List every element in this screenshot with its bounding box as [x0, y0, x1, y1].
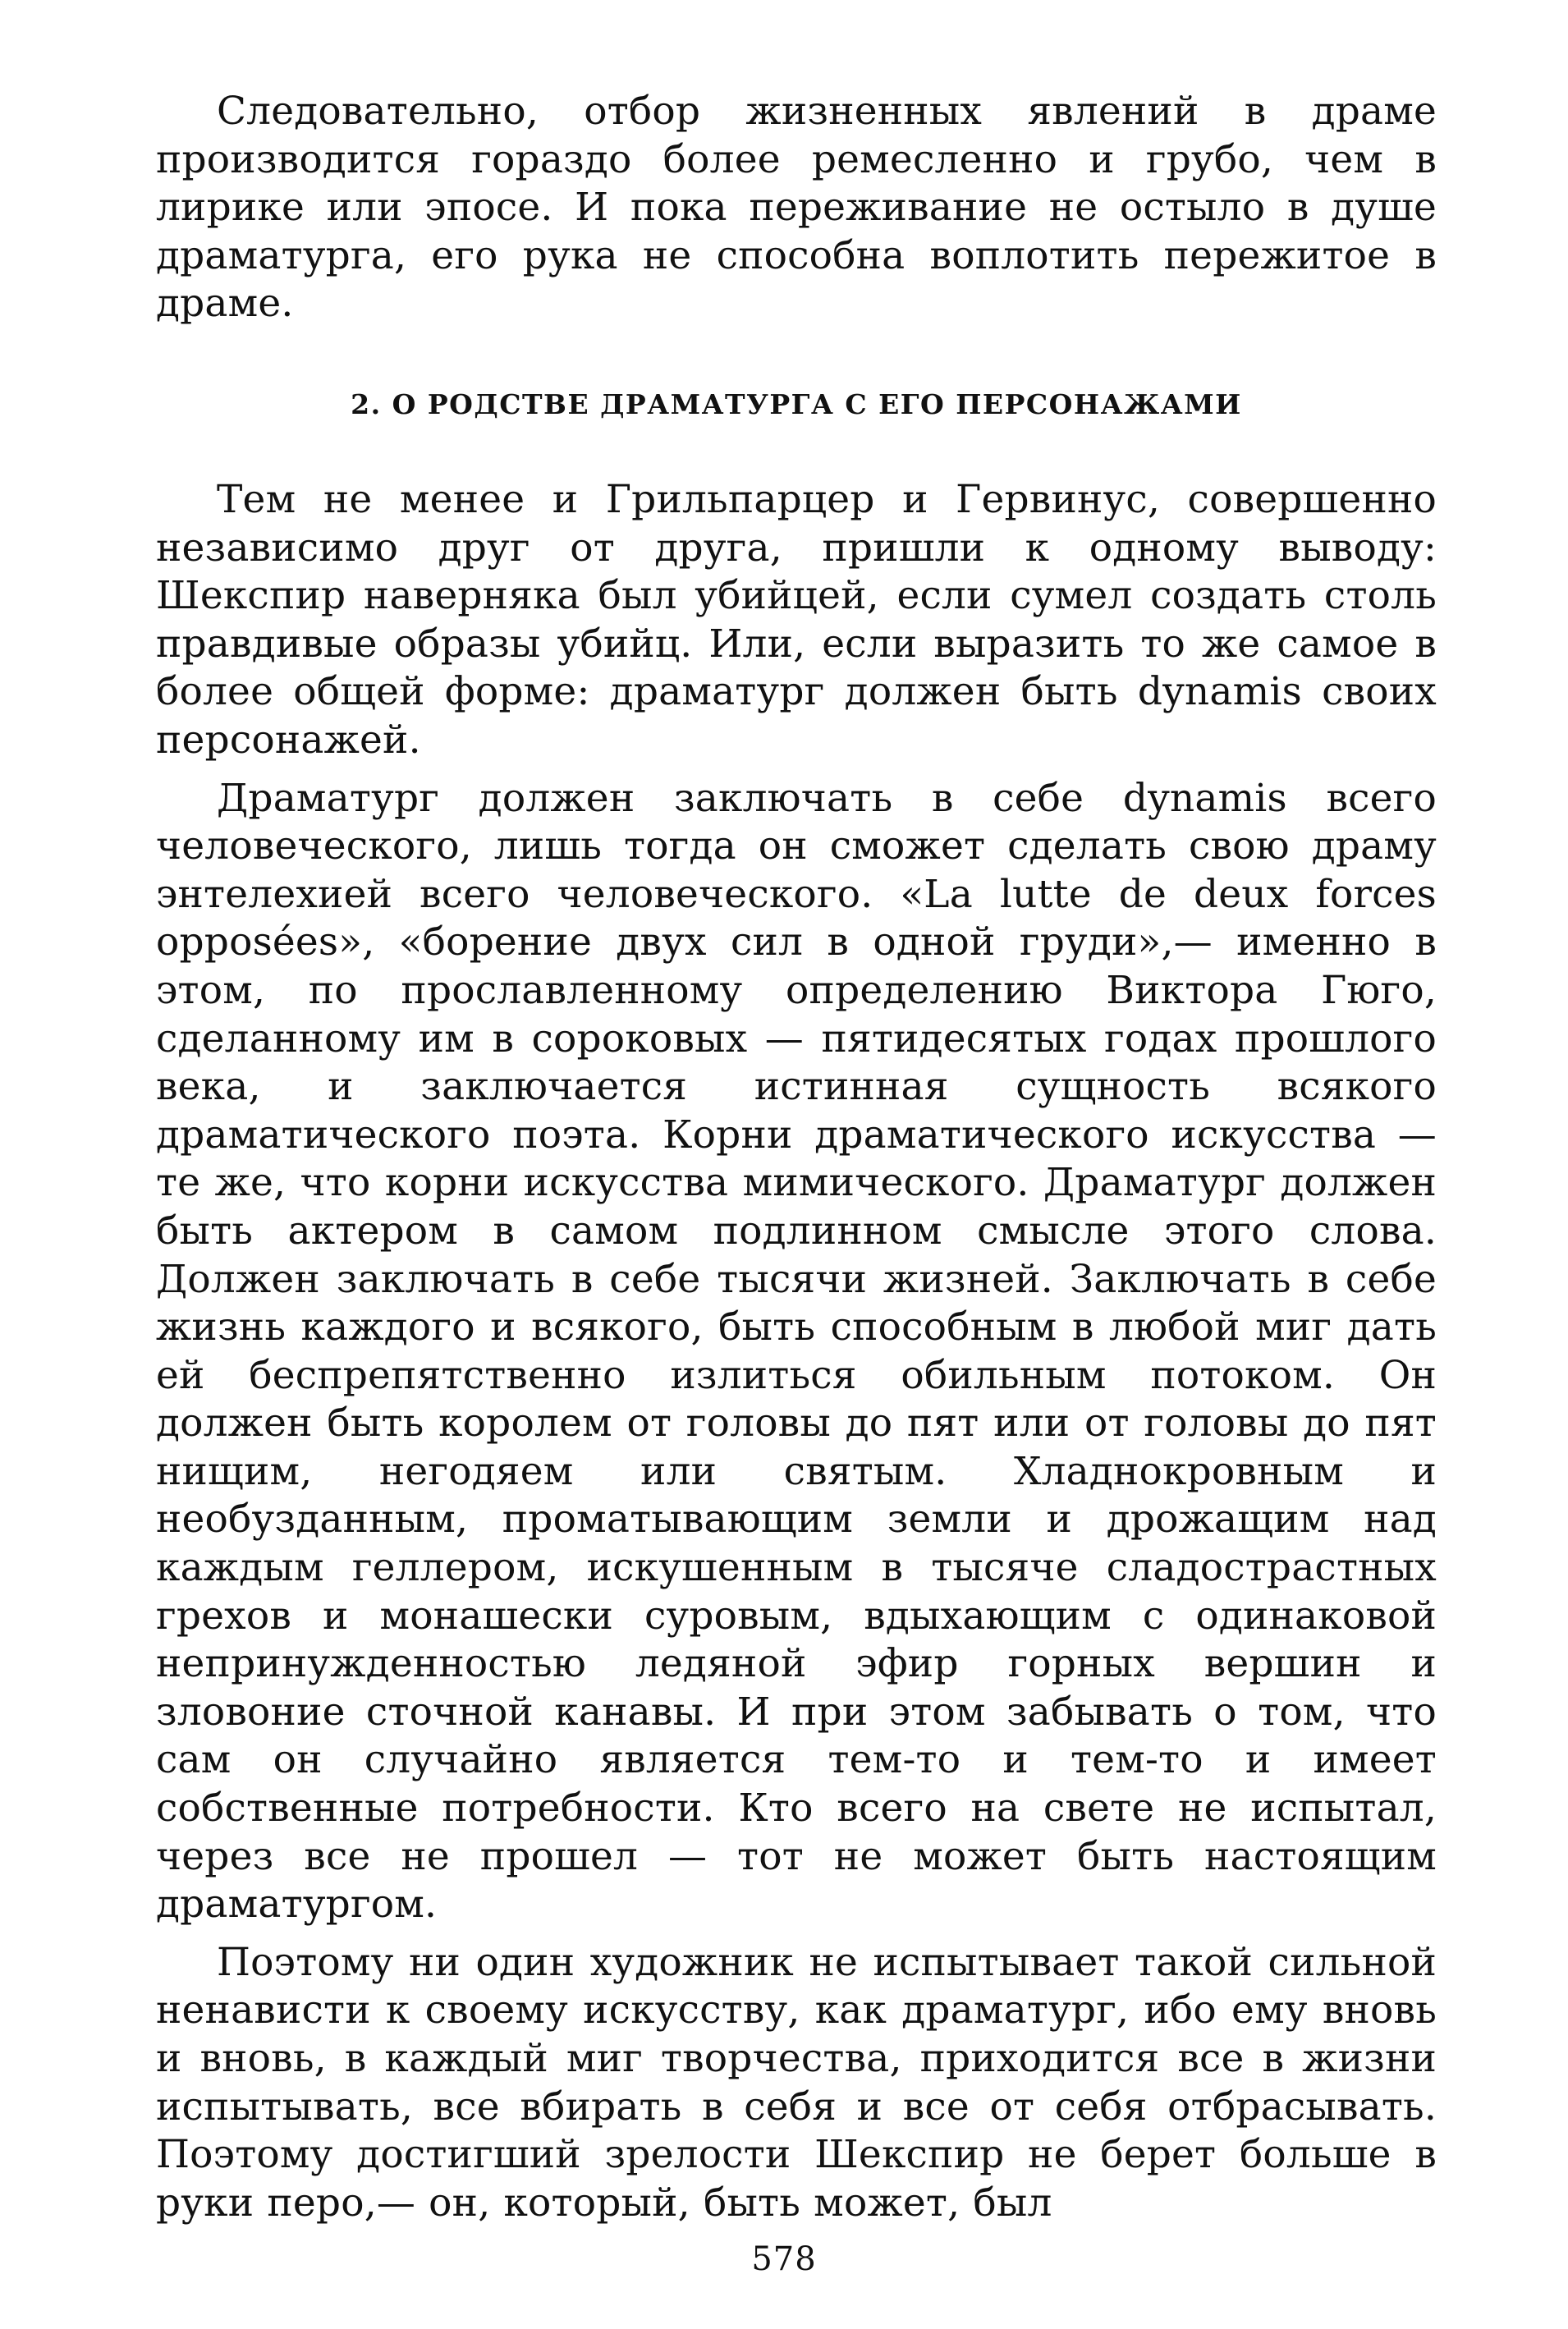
- section-heading: 2. О РОДСТВЕ ДРАМАТУРГА С ЕГО ПЕРСОНАЖАМИ: [351, 388, 1242, 420]
- body-text: [156, 476, 1437, 2227]
- book-page: [156, 66, 1437, 2226]
- paragraph-1: Тем не менее и Грильпарцер и Гервинус, совершенно независимо друг от друга, пришли к одному выводу: Шекспир наверняка был убийцей, если сумел создать столь правдивые образы убийц. Или, если выразить то же самое в более общей форме: драматург должен быть dynamis своих персонажей.: [156, 477, 1437, 763]
- paragraph-3: Поэтому ни один художник не испытывает такой сильной ненависти к своему искусству, как драматург, ибо ему вновь и вновь, в каждый миг творчества, приходится все в жизни испытывать, все вбирать в себя и все от себя отбрасывать. Поэтому достигший зрелости Шекспир не берет больше в руки перо,— он, который, быть может, был: [156, 1939, 1437, 2226]
- page-number: 578: [751, 2240, 817, 2278]
- paragraph-2: Драматург должен заключать в себе dynamis всего человеческого, лишь тогда он сможет сделать свою драму энтелехией всего человеческого. «La lutte de deux forces opposées», «борение двух сил в одной груди»,— именно в этом, по прославленному определению Виктора Гюго, сделанному им в сороковых — пятидесятых годах прошлого века, и заключается истинная сущность всякого драматического поэта. Корни драматического искусства — те же, что корни искусства мимического. Драматург должен быть актером в самом подлинном смысле этого слова. Должен заключать в себе тысячи жизней. Заключать в себе жизнь каждого и всякого, быть способным в любой миг дать ей беспрепятственно излиться обильным потоком. Он должен быть королем от головы до пят или от головы до пят нищим, негодяем или святым. Хладнокровным и необузданным, проматывающим земли и дрожащим над каждым геллером, искушенным в тысяче сладострастных грехов и монашески суровым, вдыхающим с одинаковой непринужденностью ледяной эфир горных вершин и зловоние сточной канавы. И при этом забывать о том, что сам он случайно является тем-то и тем-то и имеет собственные потребности. Кто всего на свете не испытал, через все не прошел — тот не может быть настоящим драматургом.: [156, 775, 1437, 1928]
- intro-paragraph: Следовательно, отбор жизненных явлений в драме производится гораздо более ремесленно и грубо, чем в лирике или эпосе. И пока переживание не остыло в душе драматурга, его рука не способна воплотить пережитое в драме.: [156, 89, 1437, 327]
